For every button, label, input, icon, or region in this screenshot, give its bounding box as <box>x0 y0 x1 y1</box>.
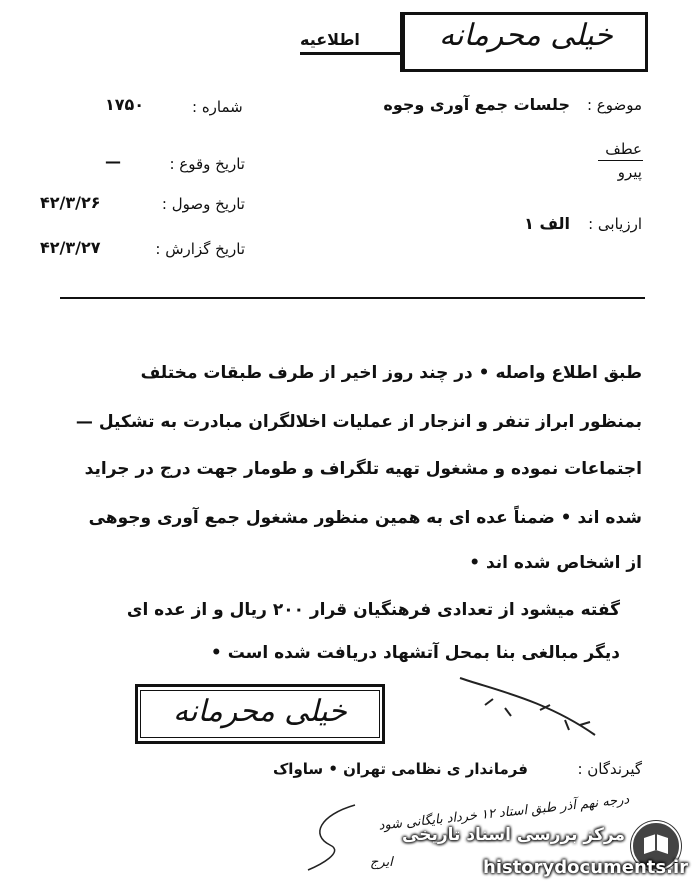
bottom-stamp-text: خیلی محرمانه <box>173 694 347 729</box>
number-value: ۱۷۵۰ <box>105 95 145 114</box>
occurrence-date-value: — <box>105 152 121 171</box>
body-line: گفته میشود از تعدادی فرهنگیان قرار ۲۰۰ ریال و از عده ای <box>126 600 620 620</box>
attention-label: عطف <box>605 140 642 158</box>
margin-scribble <box>455 670 605 740</box>
evaluation-value: الف ۱ <box>524 214 570 233</box>
recipients-row <box>273 760 642 778</box>
body-line: از اشخاص شده اند • <box>469 553 642 573</box>
subject-label: موضوع : <box>586 96 642 114</box>
attention-divider <box>598 160 643 161</box>
receipt-date-value: ۴۲/۳/۲۶ <box>40 193 101 212</box>
report-date-label: تاریخ گزارش : <box>155 240 245 258</box>
subject-value: جلسات جمع آوری وجوه <box>383 95 570 114</box>
occurrence-date-label: تاریخ وقوع : <box>169 155 245 173</box>
recipients-label: گیرندگان : <box>577 760 642 778</box>
body-line: بمنظور ابراز تنفر و انزجار از عملیات اخلالگران مبادرت به تشکیل — <box>75 412 642 432</box>
body-line: طبق اطلاع واصله • در چند روز اخیر از طرف طبقات مختلف <box>140 363 642 383</box>
notice-underline <box>300 52 405 55</box>
handwritten-signature: ایرج <box>370 855 393 870</box>
header-divider <box>60 297 645 299</box>
signature-flourish <box>300 800 370 875</box>
recipients-value: فرماندار ی نظامی تهران • ساواک <box>272 760 528 778</box>
follow-label: پیرو <box>617 163 642 181</box>
body-line: شده اند • ضمناً عده ای به همین منظور مشغول جمع آوری وجوهی <box>88 508 642 528</box>
watermark-url: historydocuments.ir <box>483 857 688 878</box>
number-label: شماره : <box>192 98 243 116</box>
report-date-value: ۴۲/۳/۲۷ <box>40 238 101 257</box>
body-line: اجتماعات نموده و مشغول تهیه تلگراف و طومار جهت درج در جراید <box>84 459 642 479</box>
notice-label: اطلاعیه <box>300 30 360 49</box>
evaluation-label: ارزیابی : <box>588 215 642 233</box>
handwritten-note: درجه نهم آذر طبق استاد ۱۲ خرداد بایگانی شود <box>377 792 630 834</box>
watermark-title: مرکز بررسی اسناد تاریخی <box>402 825 625 845</box>
receipt-date-label: تاریخ وصول : <box>161 195 245 213</box>
top-stamp-text: خیلی محرمانه <box>439 18 613 53</box>
body-line: دیگر مبالغی بنا بمحل آتشهاد دریافت شده است • <box>210 643 620 663</box>
